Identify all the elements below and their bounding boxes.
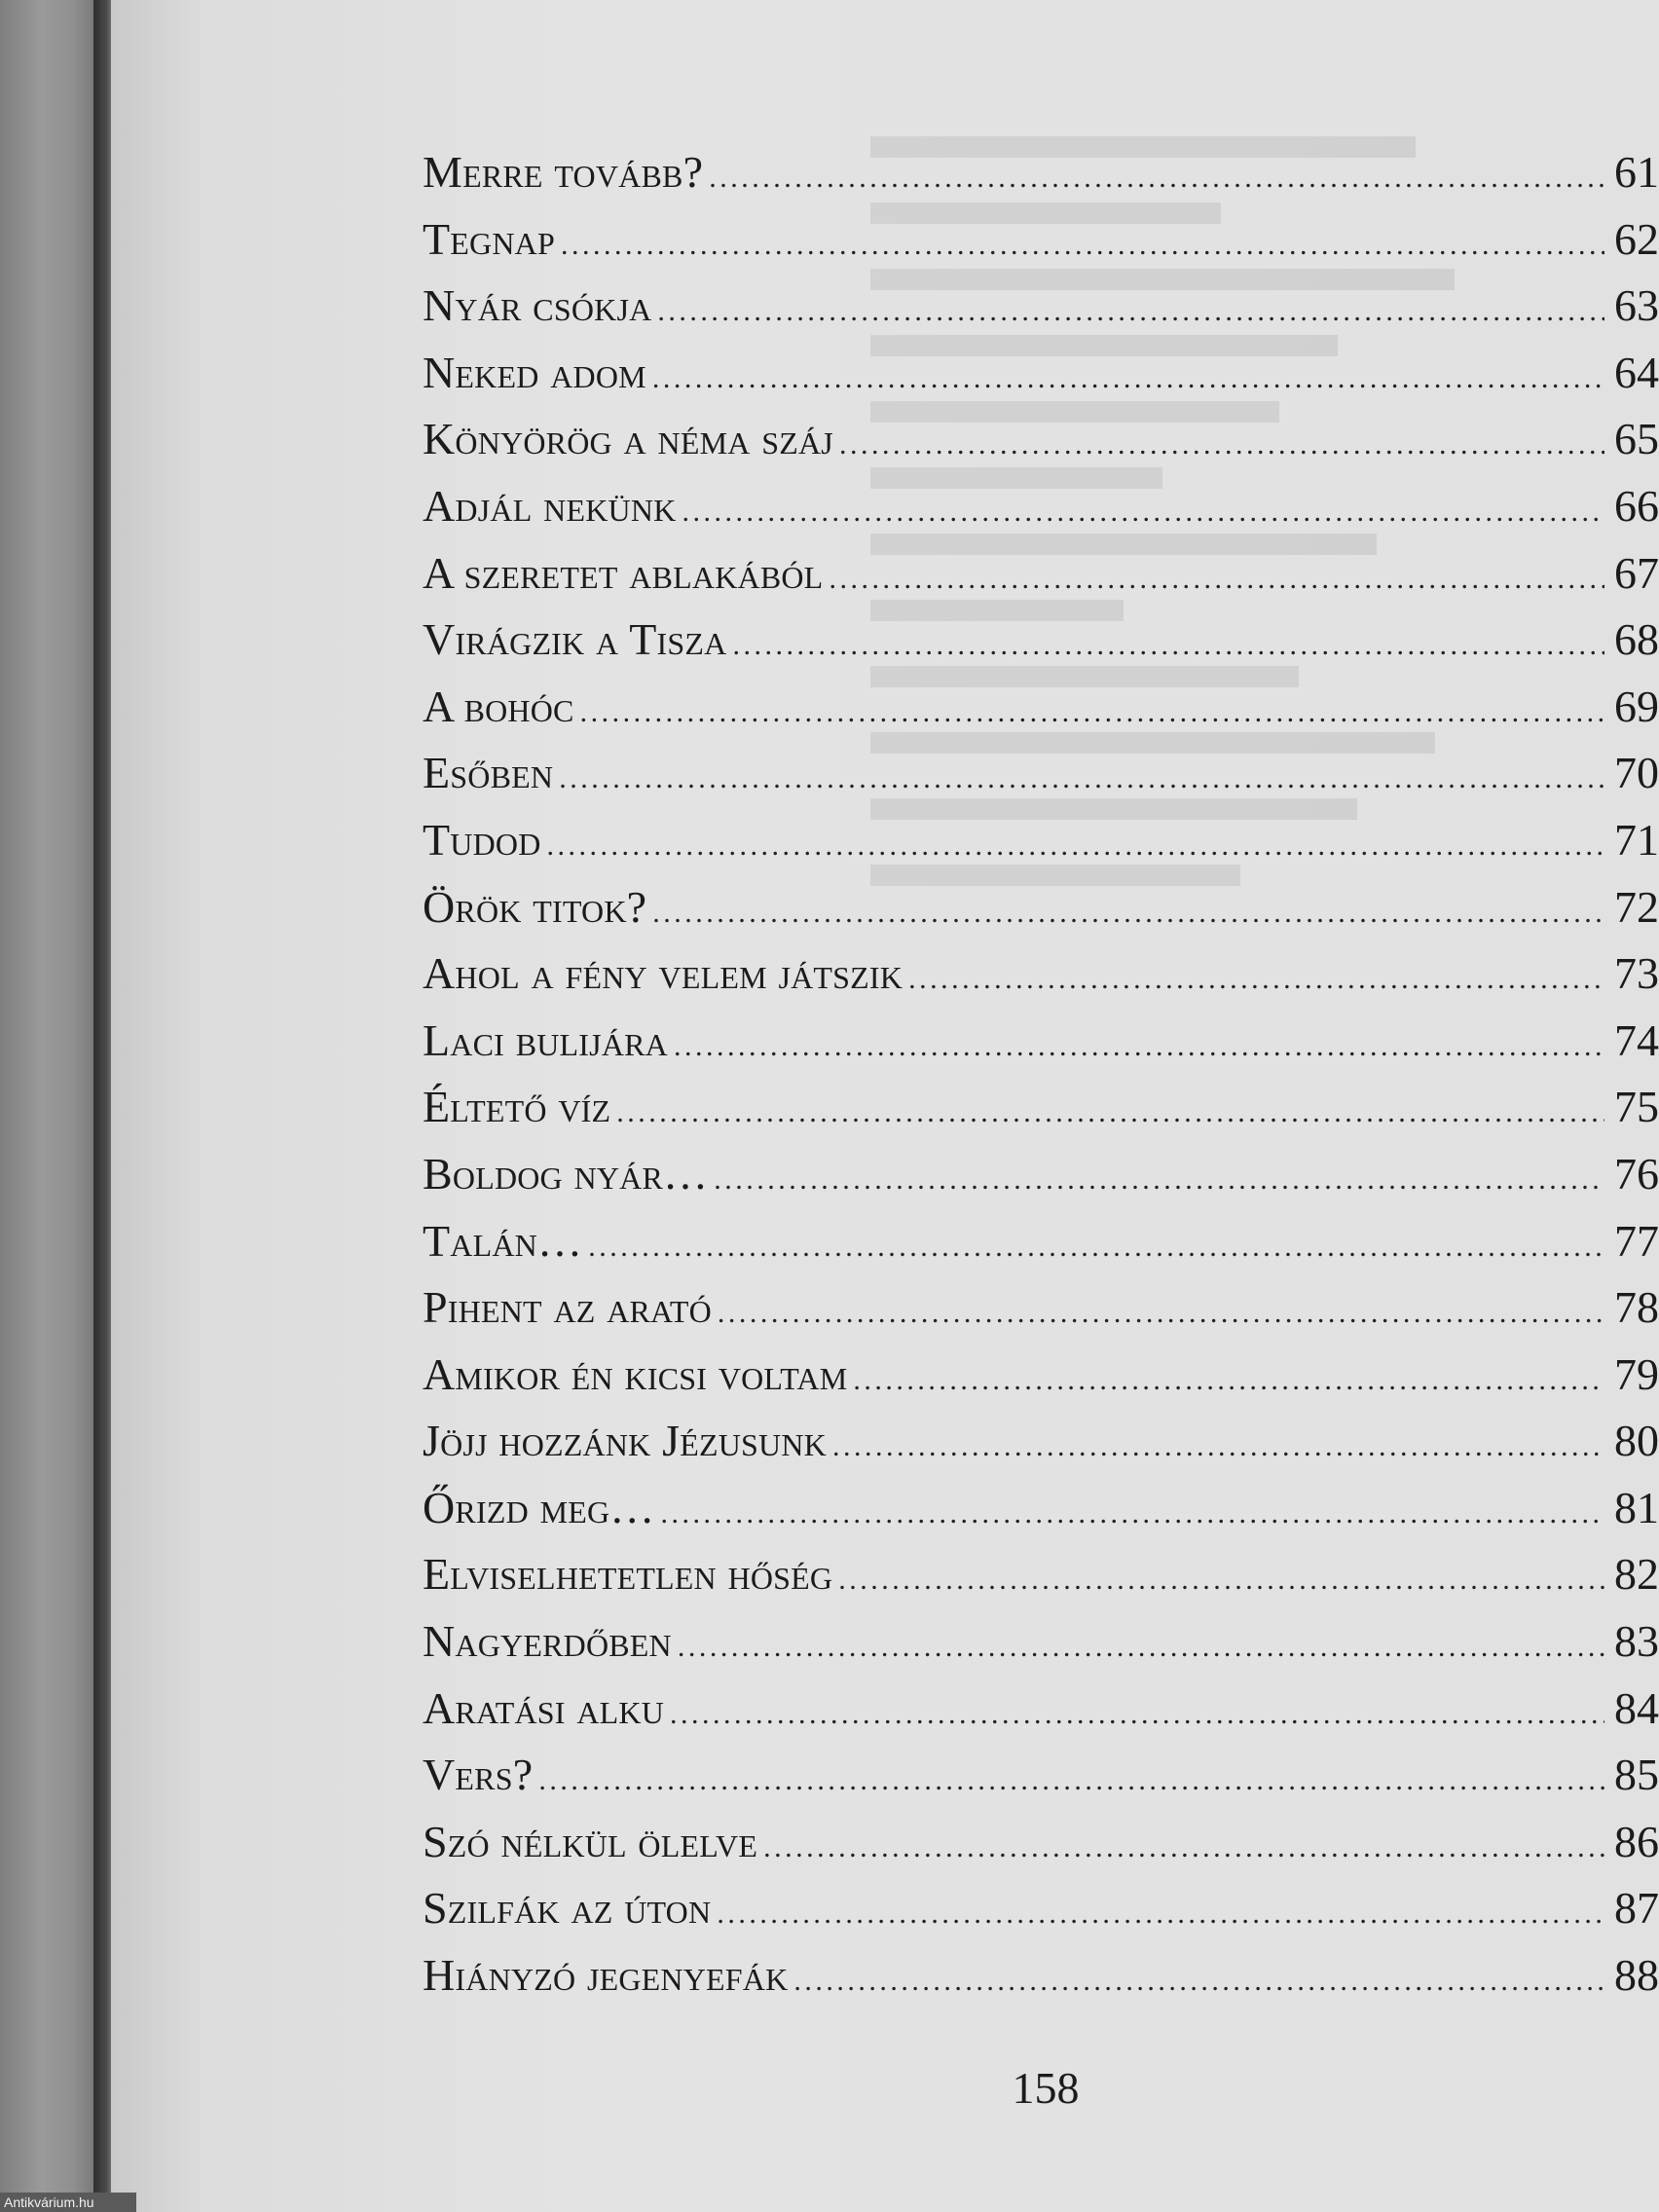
toc-page-number: 61 bbox=[1614, 147, 1659, 197]
toc-page-number: 78 bbox=[1614, 1282, 1659, 1333]
dot-leader bbox=[588, 1231, 1604, 1264]
dot-leader bbox=[580, 696, 1604, 729]
toc-page-number: 82 bbox=[1614, 1549, 1659, 1600]
toc-page-number: 80 bbox=[1614, 1416, 1659, 1466]
dot-leader bbox=[829, 563, 1604, 596]
toc-page-number: 62 bbox=[1614, 213, 1659, 264]
toc-entry[interactable] bbox=[423, 347, 1659, 414]
dot-leader bbox=[652, 362, 1604, 395]
dot-leader bbox=[718, 1297, 1604, 1330]
toc-page-number: 69 bbox=[1614, 681, 1659, 731]
toc-entry[interactable] bbox=[423, 1548, 1659, 1615]
toc-page-number: 86 bbox=[1614, 1816, 1659, 1866]
toc-entry[interactable] bbox=[423, 1215, 1659, 1282]
dot-leader bbox=[538, 1764, 1604, 1797]
dot-leader bbox=[853, 1364, 1604, 1397]
toc-title: Boldog nyár… bbox=[423, 1148, 709, 1198]
watermark: Antikvárium.hu bbox=[0, 2193, 136, 2212]
dot-leader bbox=[714, 1163, 1604, 1197]
dot-leader bbox=[709, 162, 1604, 195]
dot-leader bbox=[763, 1831, 1604, 1864]
dot-leader bbox=[682, 496, 1604, 529]
toc-page-number: 65 bbox=[1614, 414, 1659, 464]
toc-entry[interactable] bbox=[423, 1816, 1659, 1883]
toc-entry[interactable] bbox=[423, 747, 1659, 814]
dot-leader bbox=[657, 295, 1604, 328]
dot-leader bbox=[616, 1096, 1604, 1129]
toc-entry[interactable] bbox=[423, 814, 1659, 881]
toc-page-number: 63 bbox=[1614, 280, 1659, 331]
book-page bbox=[111, 0, 1659, 2212]
left-page-edge bbox=[0, 0, 105, 2212]
toc-entry[interactable] bbox=[423, 1081, 1659, 1148]
toc-page-number: 83 bbox=[1614, 1616, 1659, 1667]
dot-leader bbox=[732, 629, 1604, 662]
toc-title: Tudod bbox=[423, 814, 541, 865]
toc-title: Talán… bbox=[423, 1215, 583, 1266]
toc-title: Pihent az arató bbox=[423, 1282, 712, 1333]
toc-entry[interactable] bbox=[423, 1482, 1659, 1549]
toc-page-number: 68 bbox=[1614, 614, 1659, 665]
toc-entry[interactable] bbox=[423, 1014, 1659, 1082]
toc-page-number: 72 bbox=[1614, 881, 1659, 932]
toc-title: Örök titok? bbox=[423, 881, 647, 932]
dot-leader bbox=[839, 428, 1604, 461]
toc-title: Jöjj hozzánk Jézusunk bbox=[423, 1416, 827, 1466]
dot-leader bbox=[908, 963, 1604, 996]
toc-title: Szilfák az úton bbox=[423, 1883, 712, 1934]
toc-entry[interactable] bbox=[423, 1749, 1659, 1816]
toc-entry[interactable] bbox=[423, 413, 1659, 480]
toc-page-number: 73 bbox=[1614, 948, 1659, 999]
toc-page-number: 79 bbox=[1614, 1348, 1659, 1399]
toc-title: Aratási alku bbox=[423, 1682, 665, 1733]
toc-page-number: 87 bbox=[1614, 1883, 1659, 1934]
toc-entry[interactable] bbox=[423, 681, 1659, 748]
toc-title: Hiányzó jegenyefák bbox=[423, 1950, 789, 2001]
toc-title: Vers? bbox=[423, 1750, 534, 1800]
toc-title: Laci bulijára bbox=[423, 1014, 668, 1065]
toc-title: Amikor én kicsi voltam bbox=[423, 1348, 848, 1399]
toc-title: Őrizd meg… bbox=[423, 1482, 655, 1532]
dot-leader bbox=[717, 1898, 1604, 1931]
toc-title: Nyár csókja bbox=[423, 280, 652, 331]
table-of-contents bbox=[423, 146, 1659, 2016]
toc-title: Merre tovább? bbox=[423, 147, 704, 197]
toc-entry[interactable] bbox=[423, 146, 1659, 213]
toc-page-number: 66 bbox=[1614, 480, 1659, 531]
toc-entry[interactable] bbox=[423, 1148, 1659, 1215]
toc-entry[interactable] bbox=[423, 1281, 1659, 1348]
toc-entry[interactable] bbox=[423, 613, 1659, 681]
dot-leader bbox=[674, 1030, 1604, 1063]
toc-page-number: 88 bbox=[1614, 1950, 1659, 2001]
dot-leader bbox=[678, 1631, 1604, 1664]
toc-entry[interactable] bbox=[423, 881, 1659, 948]
toc-title: Virágzik a Tisza bbox=[423, 614, 727, 665]
dot-leader bbox=[832, 1430, 1604, 1463]
toc-entry[interactable] bbox=[423, 1348, 1659, 1416]
toc-entry[interactable] bbox=[423, 480, 1659, 547]
toc-page-number: 77 bbox=[1614, 1215, 1659, 1266]
toc-entry[interactable] bbox=[423, 1615, 1659, 1682]
toc-page-number: 81 bbox=[1614, 1482, 1659, 1532]
dot-leader bbox=[793, 1965, 1604, 1998]
toc-entry[interactable] bbox=[423, 1415, 1659, 1482]
toc-page-number: 76 bbox=[1614, 1148, 1659, 1198]
toc-page-number: 85 bbox=[1614, 1750, 1659, 1800]
toc-entry[interactable] bbox=[423, 1882, 1659, 1949]
toc-title: Elviselhetetlen hőség bbox=[423, 1549, 833, 1600]
toc-page-number: 74 bbox=[1614, 1014, 1659, 1065]
dot-leader bbox=[652, 897, 1604, 930]
toc-page-number: 64 bbox=[1614, 347, 1659, 397]
toc-title: Éltető víz bbox=[423, 1082, 611, 1132]
toc-title: Könyörög a néma száj bbox=[423, 414, 833, 464]
toc-page-number: 70 bbox=[1614, 748, 1659, 798]
toc-page-number: 84 bbox=[1614, 1682, 1659, 1733]
dot-leader bbox=[838, 1564, 1604, 1597]
toc-page-number: 67 bbox=[1614, 547, 1659, 598]
dot-leader bbox=[559, 762, 1604, 795]
toc-title: A bohóc bbox=[423, 681, 574, 731]
toc-title: Adjál nekünk bbox=[423, 480, 677, 531]
toc-entry[interactable] bbox=[423, 547, 1659, 614]
toc-title: Nagyerdőben bbox=[423, 1616, 672, 1667]
dot-leader bbox=[561, 229, 1604, 262]
toc-entry[interactable] bbox=[423, 213, 1659, 280]
dot-leader bbox=[670, 1698, 1604, 1731]
toc-title: Esőben bbox=[423, 748, 554, 798]
toc-entry[interactable] bbox=[423, 1949, 1659, 2016]
page-number: 158 bbox=[1012, 2063, 1080, 2113]
toc-page-number: 71 bbox=[1614, 814, 1659, 865]
toc-title: Neked adom bbox=[423, 347, 646, 397]
dot-leader bbox=[547, 830, 1604, 863]
dot-leader bbox=[661, 1497, 1605, 1530]
toc-title: Szó nélkül ölelve bbox=[423, 1816, 758, 1866]
toc-page-number: 75 bbox=[1614, 1082, 1659, 1132]
toc-entry[interactable] bbox=[423, 279, 1659, 347]
toc-entry[interactable] bbox=[423, 1682, 1659, 1750]
toc-entry[interactable] bbox=[423, 947, 1659, 1014]
toc-title: A szeretet ablakából bbox=[423, 547, 824, 598]
toc-title: Tegnap bbox=[423, 213, 555, 264]
toc-title: Ahol a fény velem játszik bbox=[423, 948, 903, 999]
